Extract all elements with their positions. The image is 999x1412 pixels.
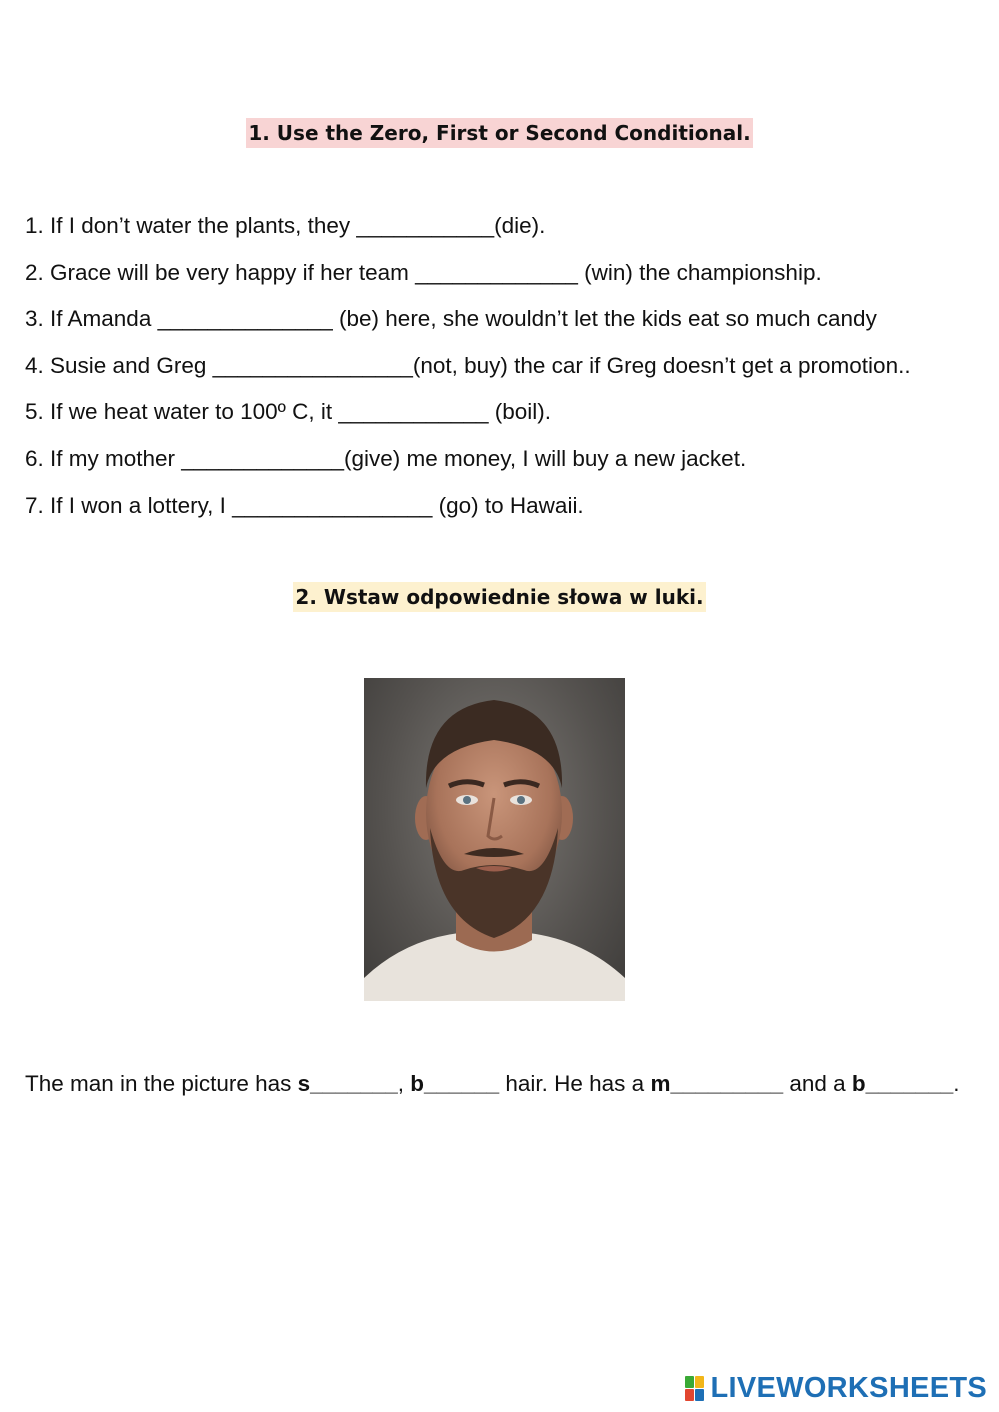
exercise-item-5: 5. If we heat water to 100º C, it ____________ (boil).: [25, 399, 552, 425]
exercise-item-6: 6. If my mother _____________(give) me money, I will buy a new jacket.: [25, 445, 747, 471]
blank-b-beard: b_______: [851, 1071, 954, 1096]
liveworksheets-brand: [685, 1372, 988, 1405]
blank-b-hair: b______: [410, 1071, 500, 1096]
exercise-list: [25, 211, 911, 537]
fill-in-sentence: [25, 1071, 960, 1097]
sentence-part-1: The man in the picture has: [25, 1071, 298, 1096]
section2-title: 2. Wstaw odpowiednie słowa w luki.: [293, 582, 705, 612]
sentence-part-4: and a: [783, 1071, 852, 1096]
exercise-item-1: 1. If I don’t water the plants, they ___________(die).: [25, 213, 546, 238]
sentence-part-3: hair. He has a: [499, 1071, 651, 1096]
portrait-photo: [364, 678, 625, 1001]
brand-name: LIVEWORKSHEETS: [710, 1372, 987, 1404]
section1-title: 1. Use the Zero, First or Second Conditional.: [246, 118, 752, 148]
blank-m: m_________: [650, 1071, 784, 1096]
liveworksheets-logo-icon: [685, 1376, 705, 1402]
exercise-item-4: 4. Susie and Greg ________________(not, buy) the car if Greg doesn’t get a promotion..: [25, 352, 911, 378]
exercise-item-7: 7. If I won a lottery, I ________________ (go) to Hawaii.: [25, 492, 584, 518]
exercise-item-3: 3. If Amanda ______________ (be) here, she wouldn’t let the kids eat so much candy: [25, 306, 877, 332]
section2-heading: [0, 585, 999, 609]
exercise-item-2: 2. Grace will be very happy if her team _____________ (win) the championship.: [25, 259, 822, 285]
sentence-part-5: .: [953, 1071, 960, 1096]
section1-heading: [0, 121, 999, 145]
sentence-part-2: ,: [397, 1071, 411, 1096]
blank-s: s_______: [297, 1071, 398, 1096]
